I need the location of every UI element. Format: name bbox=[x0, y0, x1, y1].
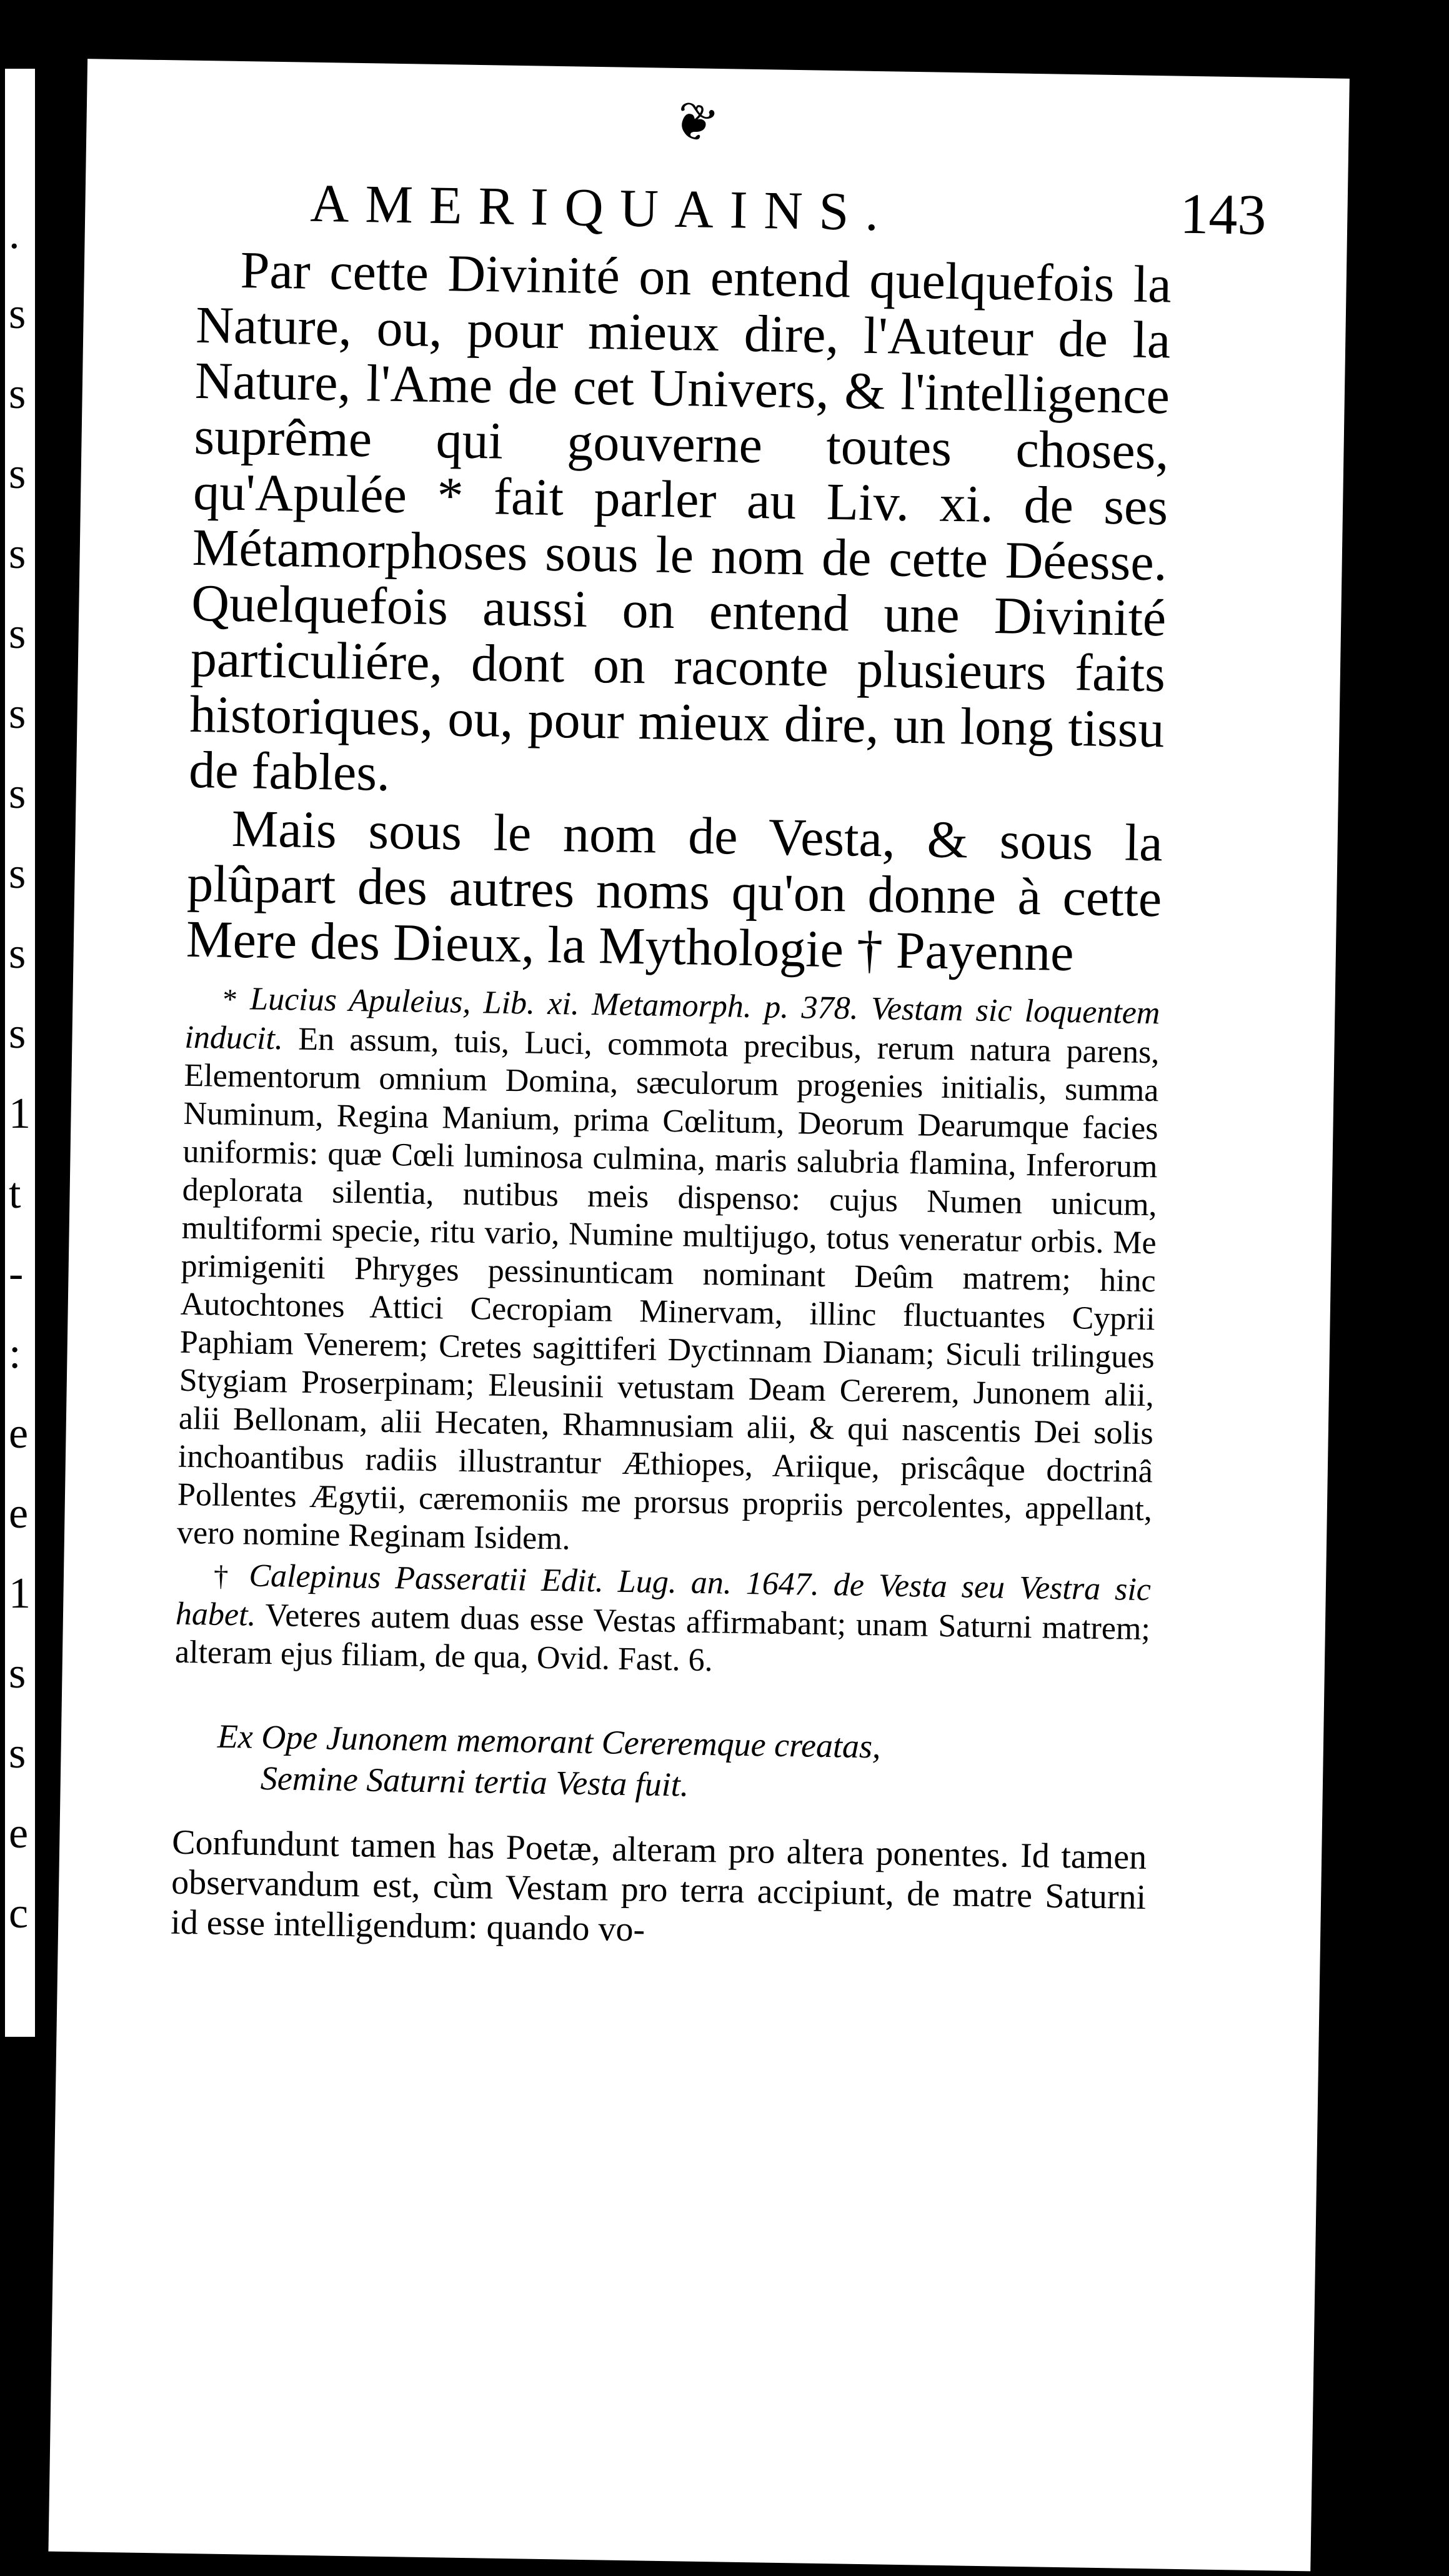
adjacent-page-fragment: e bbox=[9, 1489, 29, 1538]
adjacent-page-fragment: s bbox=[9, 450, 26, 498]
verse-line-2: Semine Saturni tertia Vesta fuit. bbox=[260, 1759, 689, 1804]
adjacent-page-fragment: : bbox=[9, 1330, 21, 1378]
paragraph-1: Par cette Divinité on entend quelquefois la Nature, ou, pour mieux dire, l'Auteur de la Nature, l'Ame de cet Univers, & l'intelligence suprême qui gouverne toutes choses, qu'Apulée * fait parler au Liv. xi. de ses Métamorphoses sous le nom de cette Déesse. Quelquefois aussi on entend une Divinité particuliére, dont on raconte plusieurs faits historiques, ou, pour mieux dire, un long tissu de fables. bbox=[188, 241, 1172, 802]
adjacent-page-fragment: e bbox=[9, 1809, 29, 1857]
footnote-2-continuation: Confundunt tamen has Poetæ, alteram pro altera ponentes. Id tamen observandum est, cùm Vestam pro terra accipiunt, de matre Saturni id esse intelligendum: quando vo- bbox=[170, 1823, 1147, 1949]
adjacent-page-fragment: s bbox=[9, 690, 26, 738]
footnote-1-marker: * bbox=[222, 983, 238, 1017]
footnote-1 bbox=[177, 979, 1160, 1567]
adjacent-page-fragment: e bbox=[9, 1410, 29, 1458]
adjacent-page-fragment: s bbox=[9, 1649, 26, 1698]
adjacent-page-fragment: 1 bbox=[9, 1090, 31, 1138]
footnote-2-citation: Calepinus Passeratii Edit. Lug. an. 1647. de Vesta seu Vestra sic habet. bbox=[175, 1558, 1152, 1633]
adjacent-page-fragment: s bbox=[9, 850, 26, 898]
main-text bbox=[186, 242, 1172, 982]
adjacent-page-strip bbox=[5, 69, 35, 2037]
adjacent-page-fragment: s bbox=[9, 1010, 26, 1058]
adjacent-page-fragment: s bbox=[9, 290, 26, 338]
adjacent-page-fragment: s bbox=[9, 930, 26, 978]
adjacent-page-fragment: t bbox=[9, 1170, 21, 1218]
verse-quotation bbox=[216, 1716, 1148, 1813]
footnote-2-marker: † bbox=[213, 1559, 235, 1593]
adjacent-page-fragment: s bbox=[9, 610, 26, 658]
adjacent-page-fragment: 1 bbox=[9, 1569, 31, 1618]
adjacent-page-fragment: s bbox=[9, 530, 26, 578]
page-number: 143 bbox=[1179, 181, 1267, 247]
running-title: AMERIQUAINS. bbox=[309, 172, 895, 242]
footnotes bbox=[171, 979, 1160, 1957]
footnote-1-citation: Lucius Apuleius, Lib. xi. Metamorph. p. 378. Vestam sic loquentem inducit. bbox=[184, 981, 1160, 1057]
adjacent-page-fragment: s bbox=[9, 770, 26, 818]
book-page bbox=[48, 59, 1349, 2571]
adjacent-page-fragment: c bbox=[9, 1889, 29, 1937]
fleuron-ornament: ❦ bbox=[665, 87, 725, 157]
verse-line-1: Ex Ope Junonem memorant Cereremque creatas, bbox=[217, 1717, 882, 1766]
footnote-2-text: Veteres autem duas esse Vestas affirmabant; unam Saturni matrem; alteram ejus filiam, de qua, Ovid. Fast. 6. bbox=[174, 1597, 1151, 1679]
adjacent-page-fragment: s bbox=[9, 1729, 26, 1778]
paragraph-2: Mais sous le nom de Vesta, & sous la plûpart des autres noms qu'on donne à cette Mere des Dieux, la Mythologie † Payenne bbox=[186, 799, 1163, 983]
footnote-2 bbox=[175, 1556, 1152, 1686]
adjacent-page-fragment: . bbox=[9, 210, 20, 258]
adjacent-page-fragment: - bbox=[9, 1250, 24, 1298]
adjacent-page-fragment: s bbox=[9, 370, 26, 418]
footnote-1-text: En assum, tuis, Luci, commota precibus, rerum natura parens, Elementorum omnium Domina, sæculorum progenies initialis, summa Numinum, Regina Manium, prima Cœlitum, Deorum Dearumque facies uniformis: quæ Cœli luminosa culmina, maris salubria flamina, Inferorum deplorata silentia, nutibus meis dispenso: cujus Numen unicum, multiformi specie, ritu vario, Numine multijugo, totus veneratur orbis. Me primigeniti Phryges pessinunticam nominant Deûm matrem; hinc Autochtones Attici Cecropiam Minervam, illinc fluctuantes Cyprii Paphiam Venerem; Cretes sagittiferi Dyctinnam Dianam; Siculi trilingues Stygiam Proserpinam; Eleusinii vetustam Deam Cererem, Junonem alii, alii Bellonam, alii Hecaten, Rhamnusiam alii, & qui nascentis Dei solis inchoantibus radiis illustrantur Æthiopes, Ariique, priscâque doctrinâ Pollentes Ægytii, cæremoniis me prorsus propriis percolentes, appellant, vero nomine Reginam Isidem. bbox=[176, 1021, 1160, 1557]
